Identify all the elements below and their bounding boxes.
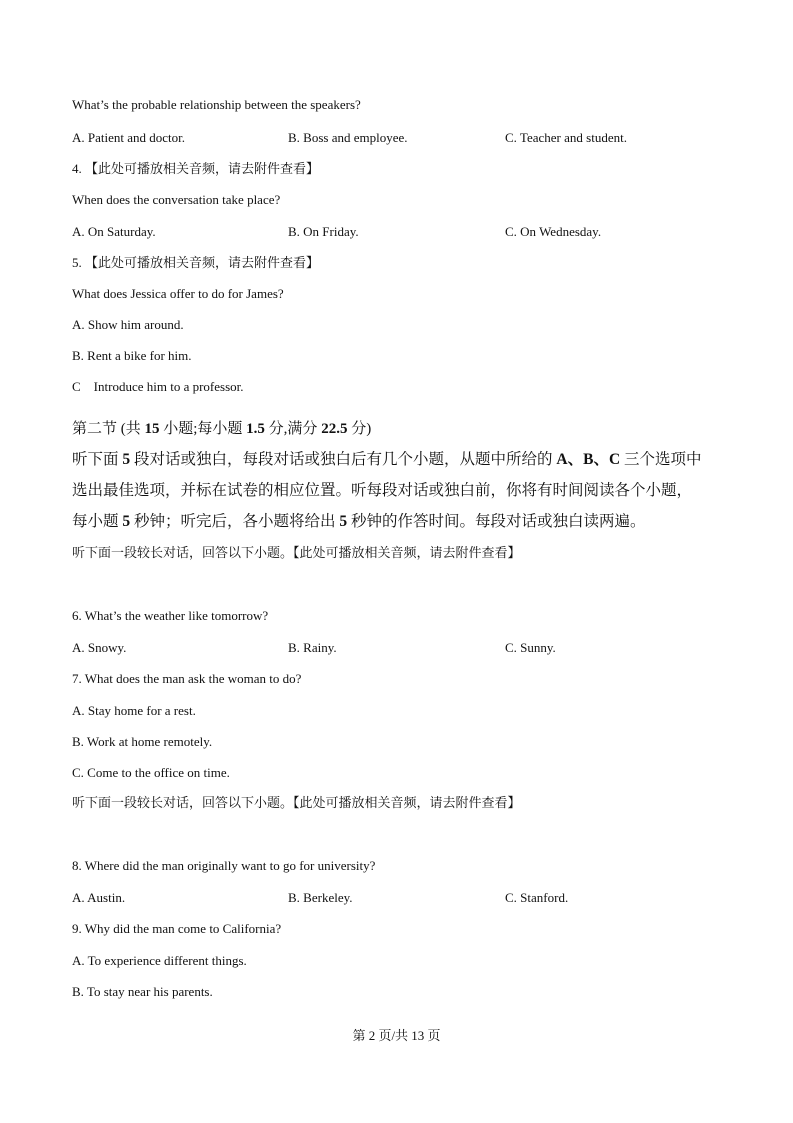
q6-question: 6. What’s the weather like tomorrow? [72, 608, 269, 623]
directions-text: 段对话或独白，每段对话或独白后有几个小题，从题中所给的 [130, 451, 557, 468]
q7-option-b: B. Work at home remotely. [72, 734, 213, 749]
q3-option-a: A. Patient and doctor. [72, 130, 186, 145]
dialogue-instruction-2: 听下面一段较长对话，回答以下小题。【此处可播放相关音频，请去附件查看】 [72, 795, 521, 810]
q6-option-b: B. Rainy. [288, 640, 337, 655]
directions-number: 5 [122, 451, 131, 468]
q3-option-c: C. Teacher and student. [505, 130, 627, 145]
directions-text: 秒钟；听完后，各小题将给出 [130, 513, 340, 530]
q5-option-c: C Introduce him to a professor. [72, 379, 244, 394]
q6-option-a: A. Snowy. [72, 640, 127, 655]
section-2-title-mid2: 分,满分 [264, 421, 322, 437]
q4-option-b: B. On Friday. [288, 224, 359, 239]
section-2-title [72, 419, 371, 439]
directions-option-letters: A、B、C [556, 451, 621, 468]
directions-number: 5 [122, 513, 131, 530]
q8-option-c: C. Stanford. [505, 890, 569, 905]
q7-option-a: A. Stay home for a rest. [72, 703, 196, 718]
q5-option-a: A. Show him around. [72, 317, 184, 332]
q5-question: What does Jessica offer to do for James? [72, 286, 284, 301]
section-2-title-prefix: 第二节 (共 [72, 421, 145, 437]
q5-header: 5. 【此处可播放相关音频，请去附件查看】 [72, 255, 320, 270]
section-2-question-count: 15 [144, 421, 160, 437]
q7-question: 7. What does the man ask the woman to do? [72, 671, 302, 686]
q8-option-a: A. Austin. [72, 890, 126, 905]
dialogue-instruction-1: 听下面一段较长对话，回答以下小题。【此处可播放相关音频，请去附件查看】 [72, 545, 521, 560]
section-2-directions-line-1 [72, 450, 702, 470]
section-2-directions-line-3 [72, 512, 646, 532]
directions-text: 秒钟的作答时间。每段对话或独白读两遍。 [347, 513, 646, 530]
q7-option-c: C. Come to the office on time. [72, 765, 230, 780]
q5-option-b: B. Rent a bike for him. [72, 348, 192, 363]
directions-text: 三个选项中 [620, 451, 702, 468]
q4-option-c: C. On Wednesday. [505, 224, 602, 239]
section-2-points-each: 1.5 [246, 421, 265, 437]
page-footer: 第 2 页/共 13 页 [352, 1028, 441, 1043]
q8-question: 8. Where did the man originally want to go for university? [72, 858, 376, 873]
directions-text: 每小题 [72, 513, 123, 530]
section-2-title-suffix: 分) [347, 421, 372, 437]
section-2-title-mid1: 小题;每小题 [159, 421, 247, 437]
q4-question: When does the conversation take place? [72, 192, 281, 207]
q4-option-a: A. On Saturday. [72, 224, 156, 239]
q4-header: 4. 【此处可播放相关音频，请去附件查看】 [72, 161, 320, 176]
q3-question: What’s the probable relationship between the speakers? [72, 97, 361, 112]
q6-option-c: C. Sunny. [505, 640, 556, 655]
q9-option-a: A. To experience different things. [72, 953, 247, 968]
section-2-directions-line-2: 选出最佳选项，并标在试卷的相应位置。听每段对话或独白前，你将有时间阅读各个小题， [72, 482, 693, 499]
directions-text: 听下面 [72, 451, 123, 468]
section-2-total-points: 22.5 [321, 421, 348, 437]
q9-option-b: B. To stay near his parents. [72, 984, 213, 999]
q3-option-b: B. Boss and employee. [288, 130, 408, 145]
directions-number: 5 [339, 513, 348, 530]
q8-option-b: B. Berkeley. [288, 890, 353, 905]
q9-question: 9. Why did the man come to California? [72, 921, 282, 936]
